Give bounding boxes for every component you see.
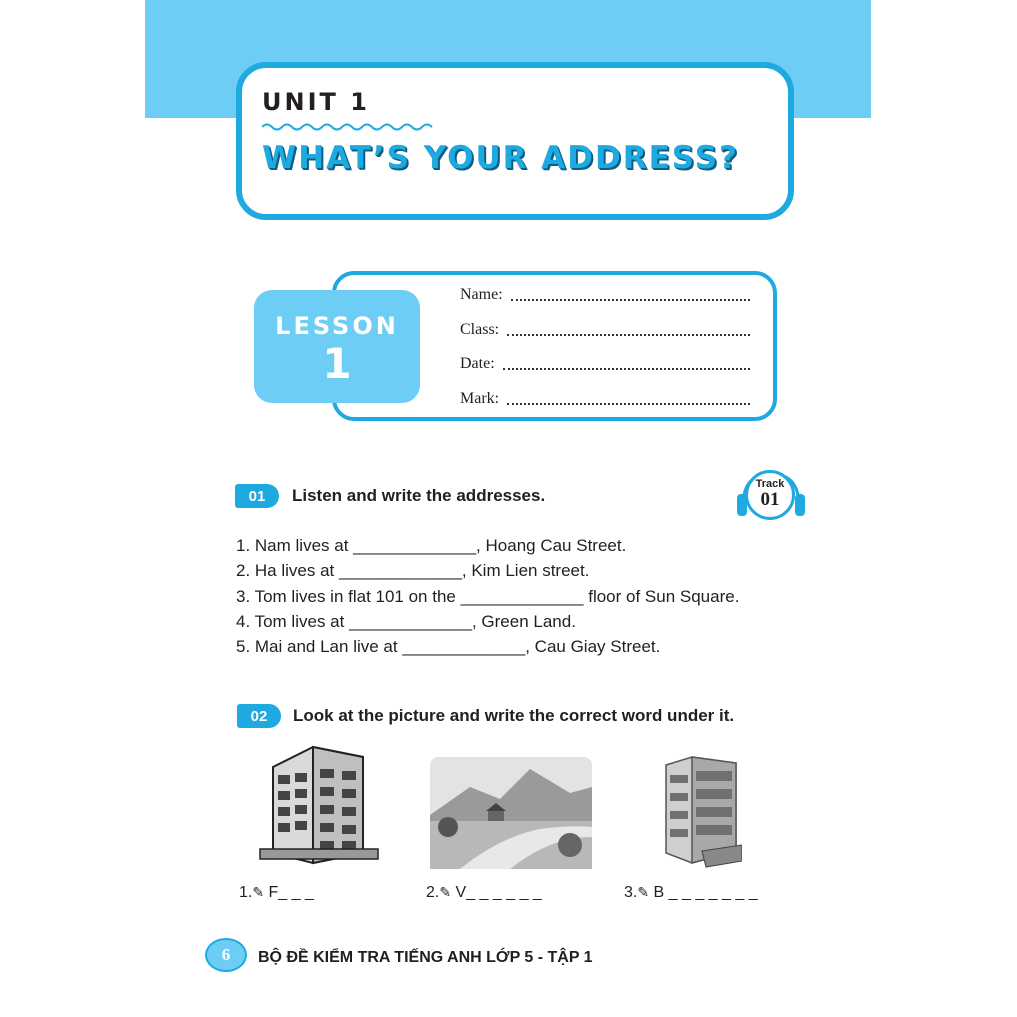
page-number: 6 [205, 938, 247, 972]
answer-number: 1. [239, 884, 253, 901]
unit-title: WHAT’S YOUR ADDRESS? [262, 140, 740, 176]
pencil-icon: ✎ [439, 884, 452, 900]
answer-hint: B _ _ _ _ _ _ _ [653, 884, 758, 901]
track-word: Track [755, 478, 785, 490]
answer-number: 3. [624, 884, 638, 901]
village-landscape-picture [430, 757, 592, 869]
answer-number: 2. [426, 884, 440, 901]
field-label: Mark: [460, 390, 500, 407]
question-1: 1. Nam lives at _____________, Hoang Cau Street. [236, 536, 627, 555]
answer-hint: F_ _ _ [268, 884, 314, 901]
track-headphones-icon[interactable] [737, 470, 805, 524]
footer-title: BỘ ĐỀ KIỂM TRA TIẾNG ANH LỚP 5 - TẬP 1 [258, 949, 593, 966]
section-title: Listen and write the addresses. [292, 486, 546, 505]
lesson-badge [254, 290, 420, 403]
field-label: Name: [460, 286, 503, 303]
section-number-badge: 01 [235, 484, 279, 508]
question-3: 3. Tom lives in flat 101 on the _____________ floor of Sun Square. [236, 587, 740, 606]
class-field[interactable] [460, 321, 750, 339]
answer-hint: V_ _ _ _ _ _ [455, 884, 542, 901]
lesson-number: 1 [322, 339, 352, 388]
answer-1 [239, 884, 314, 902]
question-2: 2. Ha lives at _____________, Kim Lien street. [236, 561, 590, 580]
section-number-badge: 02 [237, 704, 281, 728]
track-circle [745, 470, 795, 520]
unit-label: UNIT 1 [262, 88, 370, 116]
answer-2 [426, 884, 542, 902]
date-field[interactable] [460, 355, 750, 373]
answer-3 [624, 884, 758, 902]
flats-building-picture [258, 745, 380, 867]
pencil-icon: ✎ [637, 884, 650, 900]
track-number: 01 [760, 489, 780, 510]
field-label: Date: [460, 355, 495, 372]
lesson-word: LESSON [275, 312, 399, 340]
name-field[interactable] [460, 286, 750, 304]
section-title: Look at the picture and write the correct word under it. [293, 706, 735, 725]
mark-field[interactable] [460, 390, 750, 408]
pencil-icon: ✎ [252, 884, 265, 900]
wave-divider [262, 122, 438, 132]
question-4: 4. Tom lives at _____________, Green Land. [236, 612, 576, 631]
field-label: Class: [460, 321, 500, 338]
question-5: 5. Mai and Lan live at _____________, Cau Giay Street. [236, 637, 661, 656]
modern-building-picture [658, 755, 742, 870]
